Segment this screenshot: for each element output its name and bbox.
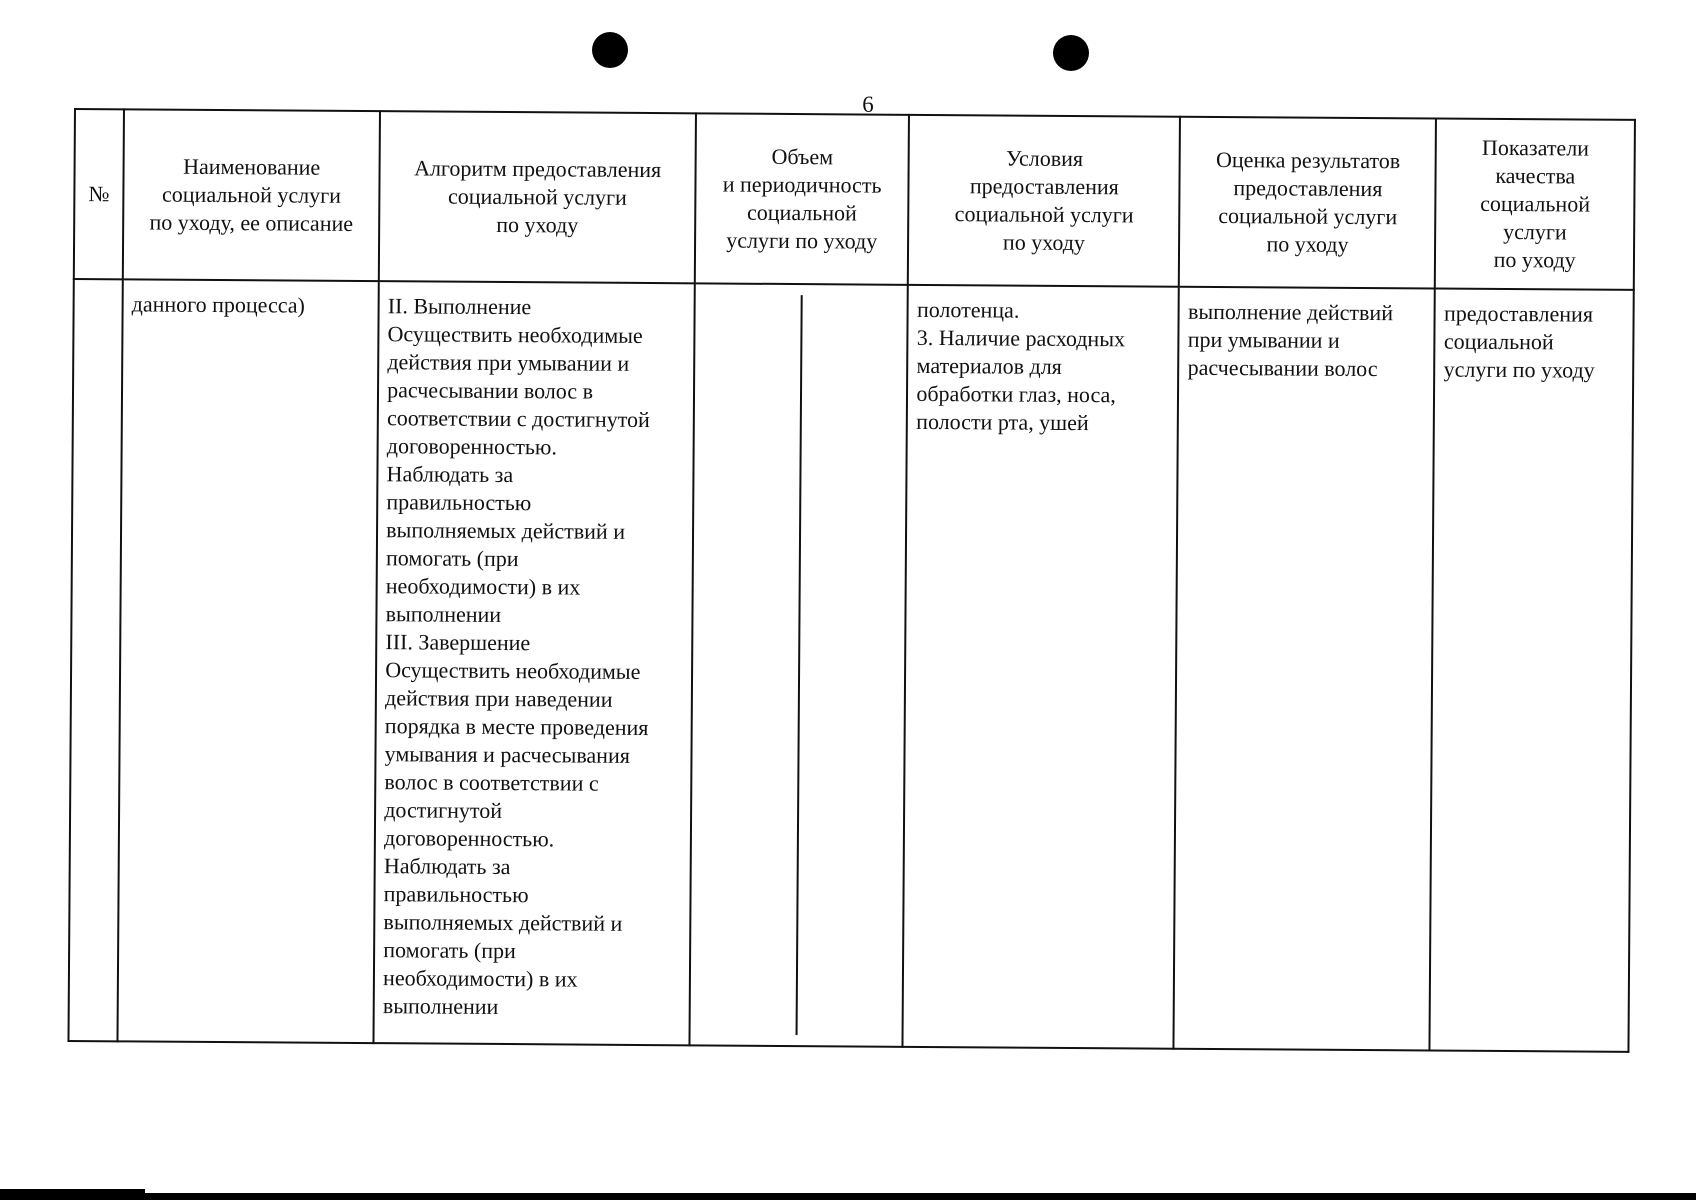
- volume-split: [699, 294, 900, 1035]
- header-algorithm: Алгоритм предоставления социальной услуги по уходу: [379, 111, 696, 283]
- header-service-name: Наименование социальной услуги по уходу, ее описание: [123, 109, 380, 281]
- cell-service-name: данного процесса): [118, 279, 379, 1043]
- punch-hole-right: [1053, 35, 1089, 71]
- scan-bottom-edge-left: [0, 1189, 145, 1200]
- document-sheet: [68, 108, 1636, 1039]
- scan-bottom-edge: [0, 1193, 1696, 1200]
- table-header-row: [74, 109, 1635, 290]
- cell-algorithm: II. Выполнение Осуществить необходимые действия при умывании и расчесывании волос в соответствии с достигнутой договоренностью. Наблюдать за правильностью выполняемых действий и помогать (при необходимости) в их выполнении III. Завершение Осуществить необходимые действия при наведении порядка в месте проведения умывания и расчесывания волос в соответствии с достигнутой договоренностью. Наблюдать за правильностью выполняемых действий и помогать (при необходимости) в их выполнении: [374, 281, 695, 1045]
- table-row: [68, 279, 1633, 1052]
- cell-volume: [689, 283, 908, 1046]
- cell-conditions: полотенца. 3. Наличие расходных материалов для обработки глаз, носа, полости рта, ушей: [903, 285, 1179, 1049]
- cell-number: [68, 279, 122, 1041]
- header-volume: Объем и периодичность социальной услуги по уходу: [695, 113, 910, 284]
- header-quality: Показатели качества социальной услуги по уходу: [1435, 119, 1635, 290]
- cell-evaluation: выполнение действий при умывании и расчесывании волос: [1174, 287, 1435, 1051]
- header-conditions: Условия предоставления социальной услуги по уходу: [908, 115, 1180, 287]
- header-number: №: [74, 109, 124, 279]
- volume-subcell-right: [797, 295, 899, 1036]
- volume-subcell-left: [699, 294, 803, 1035]
- header-evaluation: Оценка результатов предоставления социальной услуги по уходу: [1179, 117, 1436, 289]
- punch-hole-left: [592, 32, 628, 68]
- services-table: [67, 108, 1635, 1053]
- page-number: 6: [862, 92, 874, 117]
- cell-quality: предоставления социальной услуги по уходу: [1430, 289, 1634, 1052]
